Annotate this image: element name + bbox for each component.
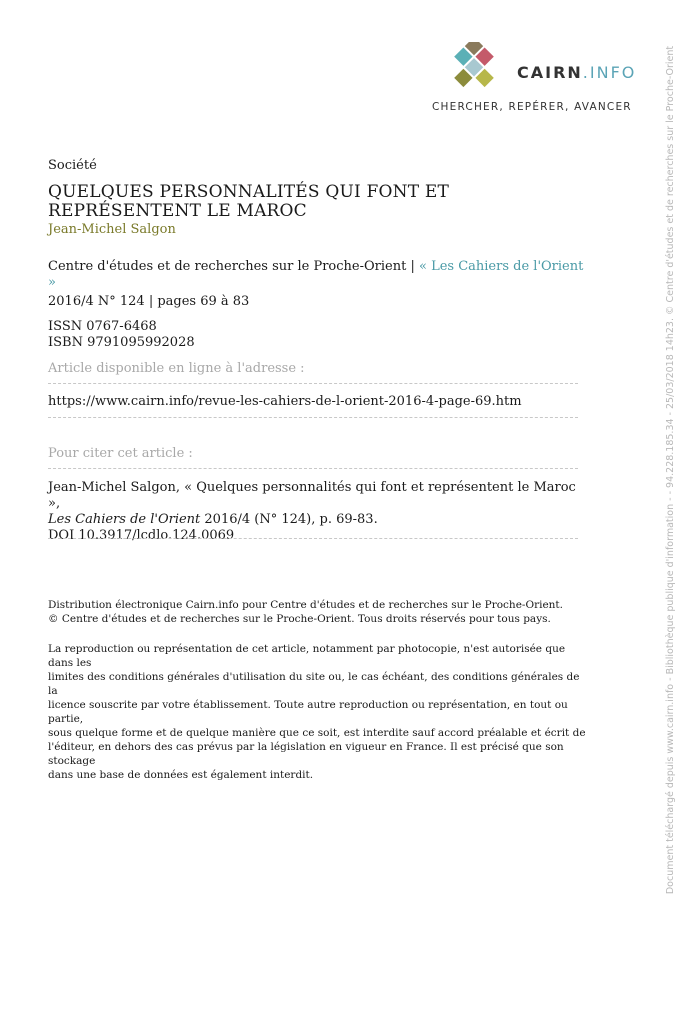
divider [48,538,578,539]
publisher-name: Centre d'études et de recherches sur le Proche-Orient [48,259,407,274]
distribution-line-1: Distribution électronique Cairn.info pour Centre d'études et de recherches sur le Proche-Orient. [48,599,563,611]
download-watermark [662,0,682,940]
article-url[interactable]: https://www.cairn.info/revue-les-cahiers-de-l-orient-2016-4-page-69.htm [48,394,522,409]
citation-line-1: Jean-Michel Salgon, « Quelques personnalités qui font et représentent le Maroc », [48,480,576,511]
distribution-line-2: © Centre d'études et de recherches sur le Proche-Orient. Tous droits réservés pour tous pays. [48,613,551,625]
article-author[interactable]: Jean-Michel Salgon [48,222,176,237]
legal-notice [48,642,588,782]
isbn: ISBN 9791095992028 [48,335,195,350]
category-label: Société [48,158,97,173]
legal-line: licence souscrite par votre établissement. Toute autre reproduction ou représentation, en tout ou partie, [48,699,568,725]
legal-line: sous quelque forme et de quelque manière que ce soit, est interdite sauf accord préalable et écrit de [48,727,586,739]
divider [48,383,578,384]
issn: ISSN 0767-6468 [48,319,157,334]
distribution-notice [48,598,588,626]
watermark-text: Document téléchargé depuis www.cairn.info - Bibliothèque publique d'information - - 94.228.185.34 - 25/03/2018 14h23. © Centre d'études et de recherches sur le Proche-Orient [665,45,676,895]
publisher-line [48,259,588,291]
citation-line-2: Les Cahiers de l'Orient 2016/4 (N° 124), p. 69-83. [48,512,378,527]
article-title: QUELQUES PERSONNALITÉS QUI FONT ET REPRÉSENTENT LE MAROC [48,182,450,221]
cairn-diamond-icon [436,42,512,94]
citation-doi[interactable]: DOI 10.3917/lcdlo.124.0069 [48,528,235,543]
journal-link[interactable]: « Les Cahiers de l'Orient » [48,259,584,290]
availability-label: Article disponible en ligne à l'adresse : [48,361,305,376]
cite-label: Pour citer cet article : [48,446,193,461]
legal-line: dans une base de données est également interdit. [48,769,314,781]
legal-line: l'éditeur, en dehors des cas prévus par la législation en vigueur en France. Il est précisé que son stockage [48,741,564,767]
citation-block [48,480,588,544]
separator: | [406,259,419,274]
citation-journal: Les Cahiers de l'Orient [48,512,201,527]
divider [48,468,578,469]
legal-line: La reproduction ou représentation de cet article, notamment par photocopie, n'est autorisée que dans les [48,643,566,669]
legal-line: limites des conditions générales d'utilisation du site ou, le cas échéant, des conditions générales de la [48,671,580,697]
cairn-logo[interactable] [432,42,646,118]
issue-info: 2016/4 N° 124 | pages 69 à 83 [48,294,250,309]
brand-tagline: CHERCHER, REPÉRER, AVANCER [432,101,632,113]
divider [48,417,578,418]
brand-name: CAIRN.INFO [517,63,637,82]
